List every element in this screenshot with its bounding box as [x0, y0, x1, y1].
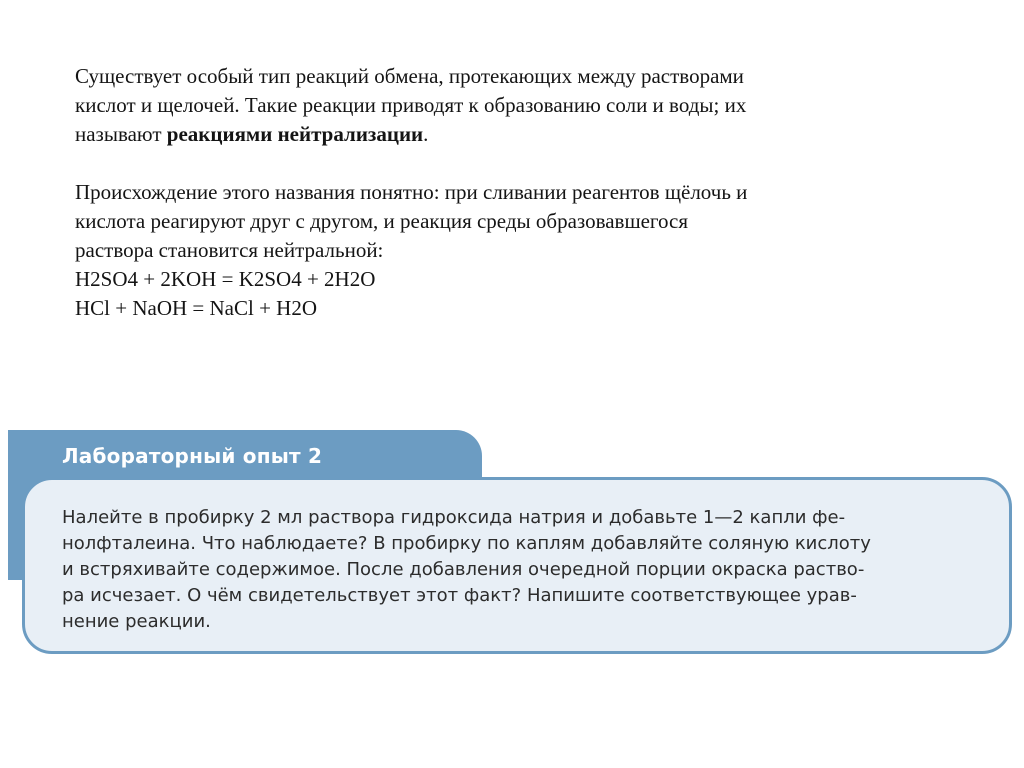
paragraph-line: Существует особый тип реакций обмена, протекающих между растворами [75, 64, 744, 88]
equation-hydrochloric-acid: HCl + NaOH = NaCl + H2O [75, 296, 318, 320]
paragraph-line [75, 120, 955, 149]
lab-line: и встряхивайте содержимое. После добавления очередной порции окраска раство- [62, 559, 865, 580]
lab-line: Налейте в пробирку 2 мл раствора гидроксида натрия и добавьте 1—2 капли фе- [62, 507, 846, 528]
lab-line: нение реакции. [62, 611, 211, 632]
lab-title: Лабораторный опыт 2 [62, 444, 323, 468]
lab-line: нолфталеина. Что наблюдаете? В пробирку по каплям добавляйте соляную кислоту [62, 533, 871, 554]
paragraph-line: кислот и щелочей. Такие реакции приводят к образованию соли и воды; их [75, 93, 747, 117]
paragraph-text: называют [75, 122, 167, 146]
equation-sulfuric-acid: H2SO4 + 2KOH = K2SO4 + 2H2O [75, 267, 376, 291]
lab-instruction-text [62, 505, 987, 635]
paragraph-punctuation: . [423, 122, 429, 146]
paragraph-line: кислота реагируют друг с другом, и реакция среды образовавшегося [75, 209, 689, 233]
neutralization-term: реакциями нейтрализации [166, 122, 424, 146]
paragraph-gap [75, 149, 955, 178]
paragraph-line: раствора становится нейтральной: [75, 238, 384, 262]
lab-line: ра исчезает. О чём свидетельствует этот факт? Напишите соответствующее урав- [62, 585, 857, 606]
main-text-block [75, 62, 955, 323]
paragraph-line: Происхождение этого названия понятно: при сливании реагентов щёлочь и [75, 180, 748, 204]
